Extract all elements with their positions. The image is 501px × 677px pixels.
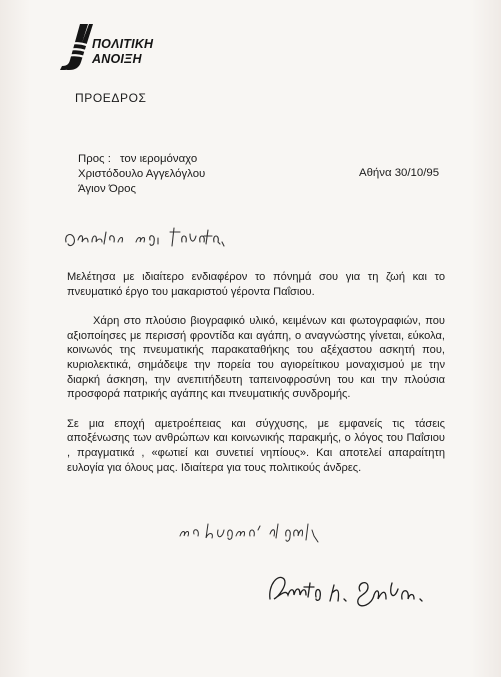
- handwritten-signature: [264, 565, 444, 620]
- recipient-line-2: Χριστόδουλο Αγγελόγλου: [78, 168, 206, 181]
- recipient-line-1: τον ιερομόναχο: [120, 153, 198, 165]
- salutation-text: Σεβαστέ μου Γέροντα,: [62, 222, 72, 223]
- closing-handwriting: [178, 518, 368, 544]
- recipient-line-3: Άγιον Όρος: [78, 183, 136, 196]
- closing-text: με σεβασμό κι αγάπη,: [178, 518, 188, 519]
- office-title: ΠΡΟΕΔΡΟΣ: [75, 91, 147, 105]
- body-paragraph-1: Μελέτησα με ιδιαίτερο ενδιαφέρον το πόνημά σου για τη ζωή και το πνευματικό έργο του μακαριστού γέροντα Παΐσιου.: [67, 271, 445, 298]
- handwritten-closing: [178, 518, 368, 549]
- signature-handwriting: [264, 565, 444, 615]
- letter-date: Αθήνα 30/10/95: [359, 167, 440, 179]
- handwritten-salutation: [62, 222, 292, 257]
- letter-body: [67, 270, 445, 490]
- recipient-label: Προς :: [78, 153, 111, 165]
- signature-text: Αντώνης Κ. Σαμαράς: [264, 565, 274, 566]
- body-paragraph-2: Χάρη στο πλούσιο βιογραφικό υλικό, κειμένων και φωτογραφιών, που αξιοποίησες με περισσή φροντίδα και αγάπη, ο αναγνώστης γίνεται, εύκολα, κοινωνός της πνευματικής παρακαταθήκης του αξέχαστου ασκητή που, κυριολεκτικά, σημάδεψε την πορεία του αγιορείτικου μοναχισμού με την διαρκή άσκηση, την ανεπιτήδευτη ταπεινοφροσύνη του και την πλούσια προσφορά πατρικής αγάπης και πνευματικής συνδρομής.: [67, 315, 445, 401]
- recipient-row-1: [78, 152, 205, 167]
- logo-wordmark-line-1: ΠΟΛΙΤΙΚΗ: [92, 37, 154, 51]
- logo-wordmark-line-2: ΑΝΟΙΞΗ: [92, 52, 142, 66]
- salutation-handwriting: [62, 222, 292, 252]
- recipient-block: [78, 152, 205, 198]
- body-paragraph-3: Σε μια εποχή αμετροέπειας και σύγχυσης, με εμφανείς τις τάσεις αποξένωσης των ανθρώπων και κοινωνικής παρακμής, ο λόγος του Παΐσιου , πραγματικά , «φωτιεί και συνετιεί νηπίους». Και αποτελεί απαραίτητη ευλογία για όλους μας. Ιδιαίτερα για τους πολιτικούς άνδρες.: [67, 417, 445, 474]
- party-logo: [58, 22, 168, 82]
